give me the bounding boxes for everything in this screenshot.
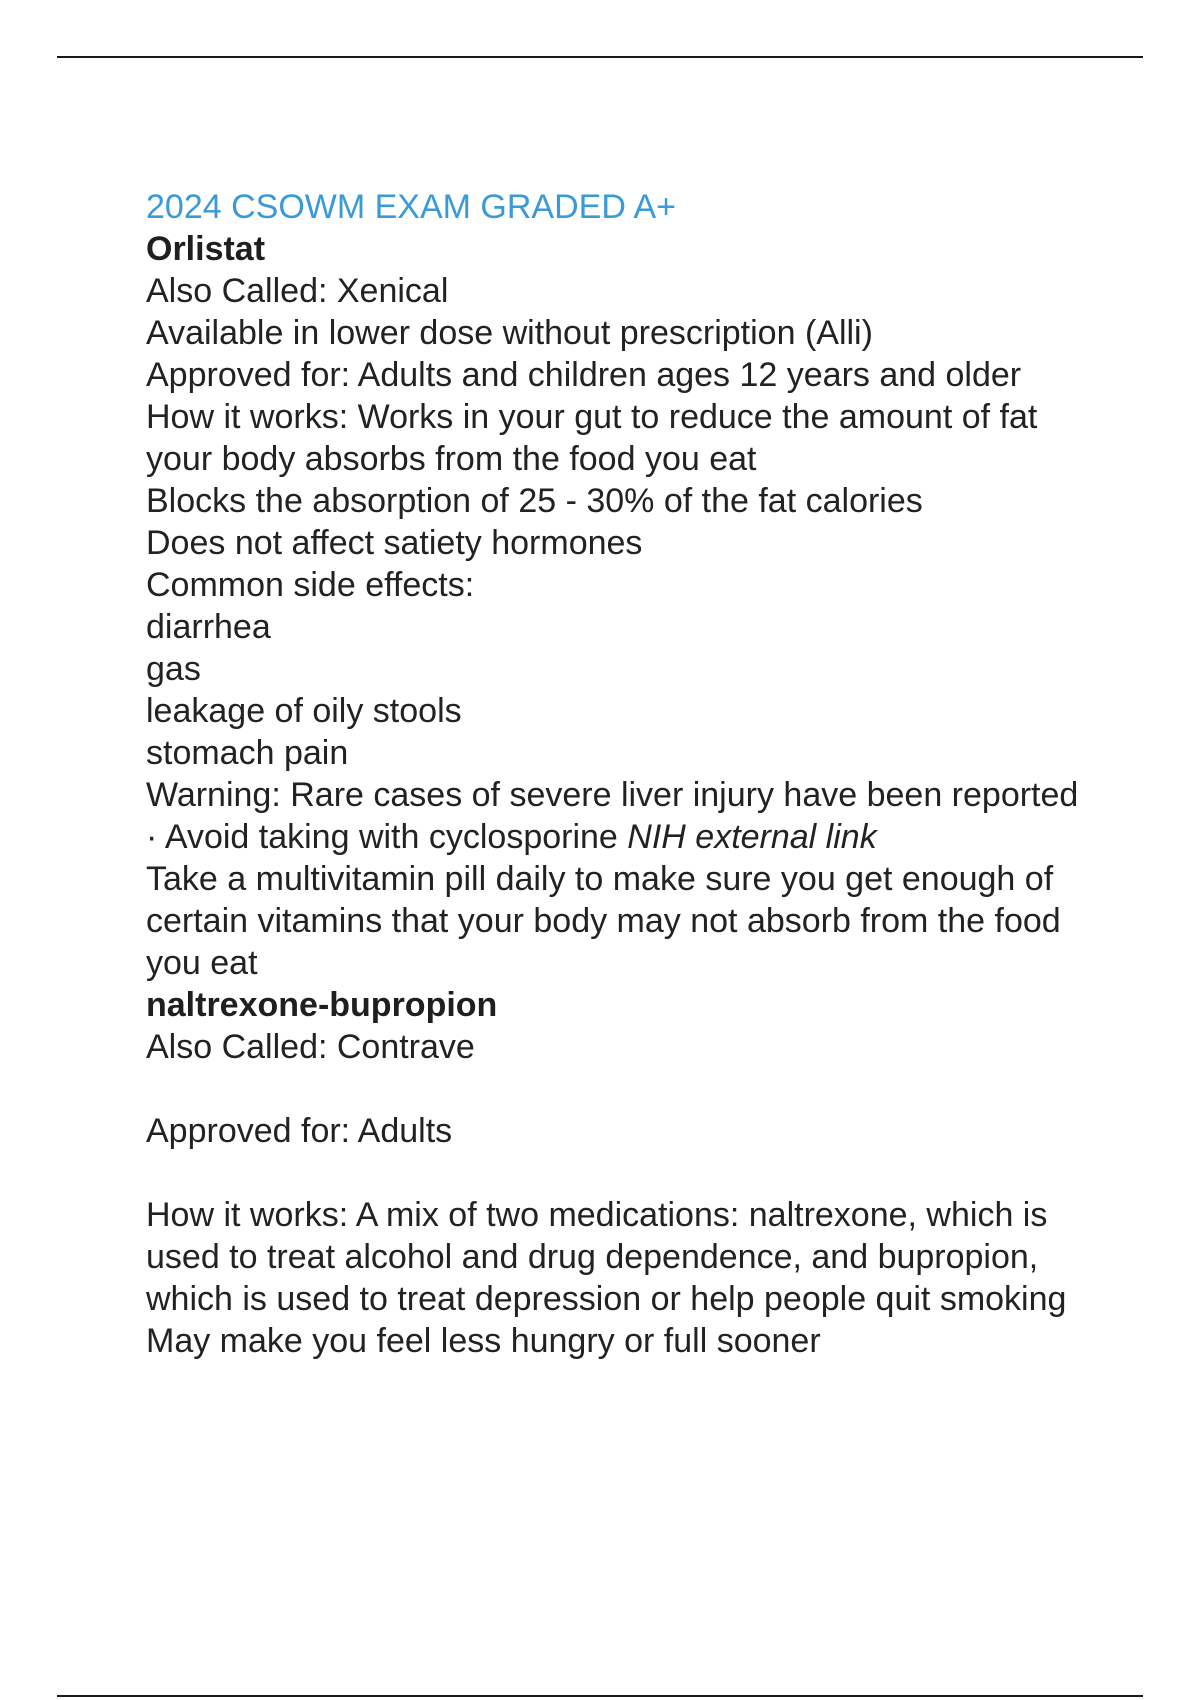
side-effect-item: diarrhea	[146, 608, 271, 646]
orlistat-blocks-absorption: Blocks the absorption of 25 - 30% of the fat calories	[146, 482, 923, 520]
side-effect-item: gas	[146, 650, 201, 688]
orlistat-side-effects-label: Common side effects:	[146, 566, 475, 604]
document-title: 2024 CSOWM EXAM GRADED A+	[146, 188, 676, 226]
orlistat-how-it-works: How it works: Works in your gut to reduce the amount of fat your body absorbs from the food you eat	[146, 398, 1038, 478]
orlistat-avoid-note	[146, 816, 1096, 858]
orlistat-satiety: Does not affect satiety hormones	[146, 524, 643, 562]
orlistat-multivitamin: Take a multivitamin pill daily to make sure you get enough of certain vitamins that your body may not absorb from the food you eat	[146, 860, 1061, 982]
orlistat-approved-for: Approved for: Adults and children ages 12 years and older	[146, 356, 1022, 394]
avoid-text: · Avoid taking with cyclosporine	[146, 818, 628, 856]
top-rule	[57, 56, 1143, 58]
side-effect-item: leakage of oily stools	[146, 692, 462, 730]
bottom-rule	[57, 1695, 1143, 1697]
nih-external-link[interactable]: NIH external link	[627, 818, 877, 856]
side-effect-item: stomach pain	[146, 734, 349, 772]
naltrexone-effect: May make you feel less hungry or full sooner	[146, 1322, 821, 1360]
blank-line	[146, 1152, 1096, 1194]
orlistat-heading: Orlistat	[146, 230, 266, 268]
naltrexone-approved-for: Approved for: Adults	[146, 1112, 453, 1150]
orlistat-warning: Warning: Rare cases of severe liver injury have been reported	[146, 776, 1079, 814]
naltrexone-heading: naltrexone-bupropion	[146, 986, 498, 1024]
document-body	[146, 186, 1096, 1362]
orlistat-availability: Available in lower dose without prescription (Alli)	[146, 314, 873, 352]
blank-line	[146, 1068, 1096, 1110]
naltrexone-how-it-works: How it works: A mix of two medications: naltrexone, which is used to treat alcohol and drug dependence, and bupropion, which is used to treat depression or help people quit smoking	[146, 1196, 1067, 1318]
naltrexone-also-called: Also Called: Contrave	[146, 1028, 475, 1066]
orlistat-also-called: Also Called: Xenical	[146, 272, 449, 310]
